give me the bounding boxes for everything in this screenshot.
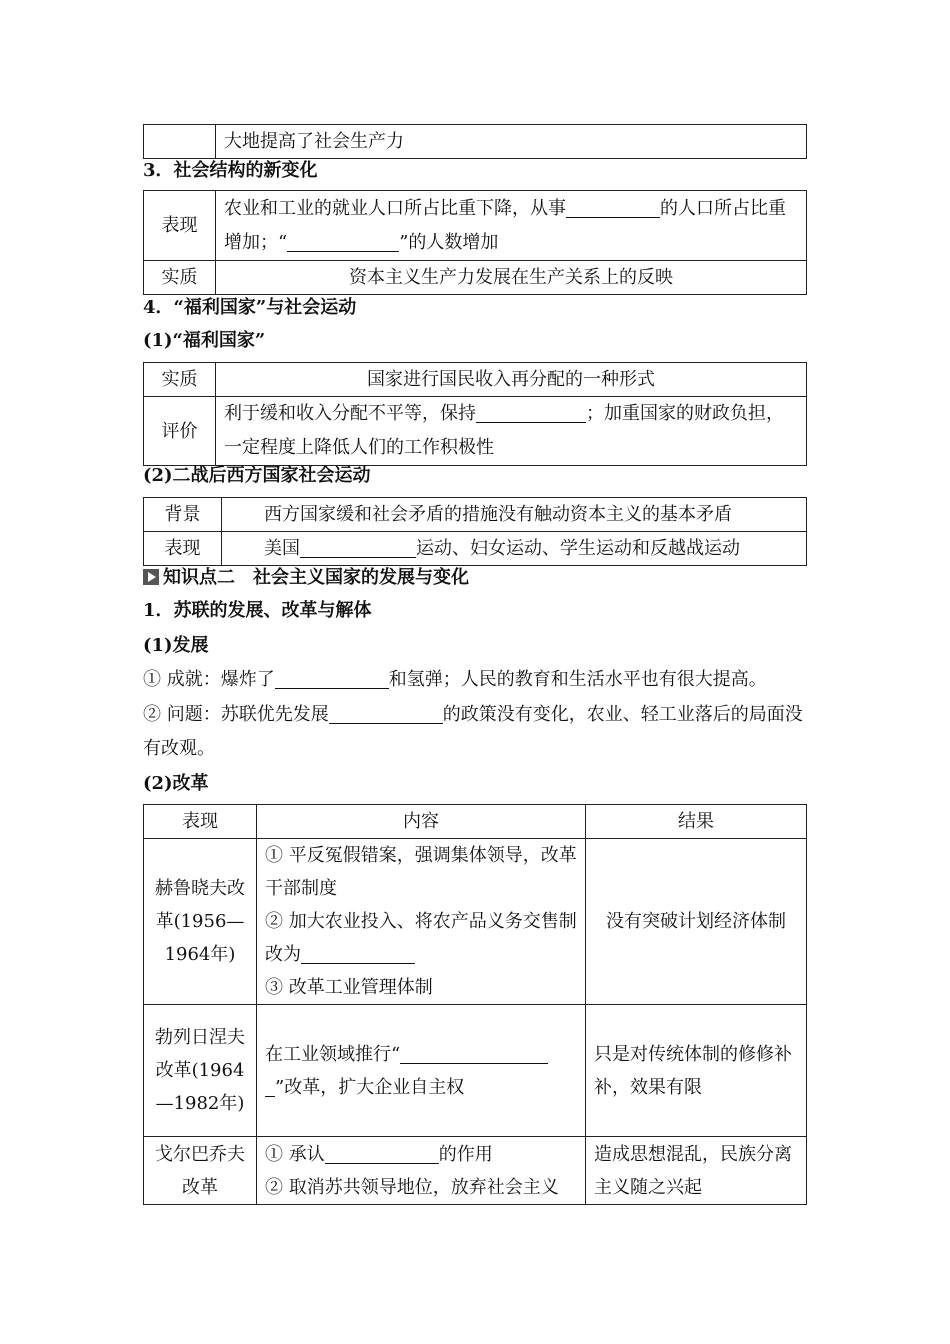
social-structure-table (143, 190, 807, 295)
table-cell (216, 397, 807, 466)
cell-text: 在工业领域推行“ (265, 1043, 401, 1065)
reform-result: 只是对传统体制的修修补补，效果有限 (586, 1005, 807, 1137)
cell-text: 利于缓和收入分配不平等，保持 (224, 403, 476, 424)
cell-line: ③ 改革工业管理体制 (265, 977, 433, 998)
sub-heading: (2)改革 (143, 773, 209, 794)
cell-text: ① 承认 (265, 1143, 325, 1165)
sub-heading-text: (2)二战后西方国家社会运动 (143, 465, 371, 486)
knowledge-point-title: 知识点二 社会主义国家的发展与变化 (163, 567, 469, 588)
play-marker-icon (143, 569, 159, 585)
cell-line: ① 平反冤假错案，强调集体领导，改革干部制度 (265, 845, 577, 899)
knowledge-point-heading (143, 561, 469, 594)
reform-result: 没有突破计划经济体制 (586, 839, 807, 1005)
welfare-state-table (143, 362, 807, 466)
table-cell: 国家进行国民收入再分配的一种形式 (216, 363, 807, 397)
fill-blank[interactable] (329, 703, 443, 724)
table-cell: 大地提高了社会生产力 (216, 125, 807, 159)
column-header: 结果 (586, 805, 807, 839)
table-row (144, 839, 807, 1005)
cell-text: ；加重国家的财政负担，一定程度上降低人们的工作积极性 (224, 403, 784, 458)
para-text: ① 成就：爆炸了 (143, 669, 275, 690)
column-header: 表现 (144, 805, 257, 839)
reform-table (143, 804, 807, 1205)
table-cell: 资本主义生产力发展在生产关系上的反映 (216, 261, 807, 295)
sub-heading (143, 459, 371, 492)
fill-blank[interactable] (476, 402, 586, 423)
column-header: 内容 (257, 805, 586, 839)
paragraph-achievement (143, 663, 807, 697)
fill-blank[interactable] (400, 1043, 548, 1064)
cell-text: 美国 (264, 538, 300, 559)
reform-name: 赫鲁晓夫改革(1956—1964年) (144, 839, 257, 1005)
cell-text: ”改革，扩大企业自主权 (275, 1076, 465, 1098)
cell-text: ② 加大农业投入、将农产品义务交售制改为 (265, 911, 577, 965)
row-label: 评价 (144, 397, 216, 466)
fill-blank[interactable] (265, 1076, 275, 1097)
cell-text: 农业和工业的就业人口所占比重下降，从事 (224, 197, 566, 219)
reform-name: 勃列日涅夫改革(1964—1982年) (144, 1005, 257, 1137)
cell-text: 的人口所占比重增加；“ (224, 197, 786, 253)
cell-line (265, 1138, 577, 1171)
row-label: 实质 (144, 363, 216, 397)
para-text: 和氢弹；人民的教育和生活水平也有很大提高。 (388, 669, 767, 690)
table-cell (257, 1005, 586, 1137)
row-label: 背景 (144, 498, 222, 532)
sub-heading: (1)“福利国家” (143, 330, 266, 351)
cell-line: ② 取消苏共领导地位，放弃社会主义 (265, 1176, 559, 1198)
table-cell (257, 839, 586, 1005)
cell-text: 运动、妇女运动、学生运动和反越战运动 (416, 538, 740, 559)
reform-result: 造成思想混乱，民族分离主义随之兴起 (586, 1137, 807, 1205)
table-row (144, 1005, 807, 1137)
fill-blank[interactable] (300, 537, 416, 558)
table-cell (216, 191, 807, 261)
fill-blank[interactable] (275, 668, 389, 689)
reform-name: 戈尔巴乔夫改革 (144, 1137, 257, 1205)
fill-blank[interactable] (566, 197, 660, 218)
fill-blank[interactable] (325, 1143, 439, 1164)
cell-line (265, 905, 577, 971)
table-cell: 西方国家缓和社会矛盾的措施没有触动资本主义的基本矛盾 (222, 498, 807, 532)
sub-heading: (1)发展 (143, 635, 209, 656)
paragraph-problem (143, 698, 807, 766)
row-label: 表现 (144, 191, 216, 261)
para-text: ② 问题：苏联优先发展 (143, 704, 329, 725)
social-movement-table (143, 497, 807, 566)
row-label: 表现 (144, 532, 222, 566)
table-row (144, 1137, 807, 1205)
section-heading-3: 3．社会结构的新变化 (143, 160, 318, 181)
cell-text: ”的人数增加 (399, 231, 499, 253)
table-cell (257, 1137, 586, 1205)
para-text: 的政策没有变化，农业、轻工业落后的局面没有改观。 (143, 704, 803, 759)
section-heading-4: 4．“福利国家”与社会运动 (143, 297, 357, 318)
cell-text: 的作用 (438, 1143, 493, 1165)
fill-blank[interactable] (301, 943, 415, 964)
row-label: 实质 (144, 261, 216, 295)
fill-blank[interactable] (287, 231, 399, 252)
section-heading: 1．苏联的发展、改革与解体 (143, 600, 372, 621)
